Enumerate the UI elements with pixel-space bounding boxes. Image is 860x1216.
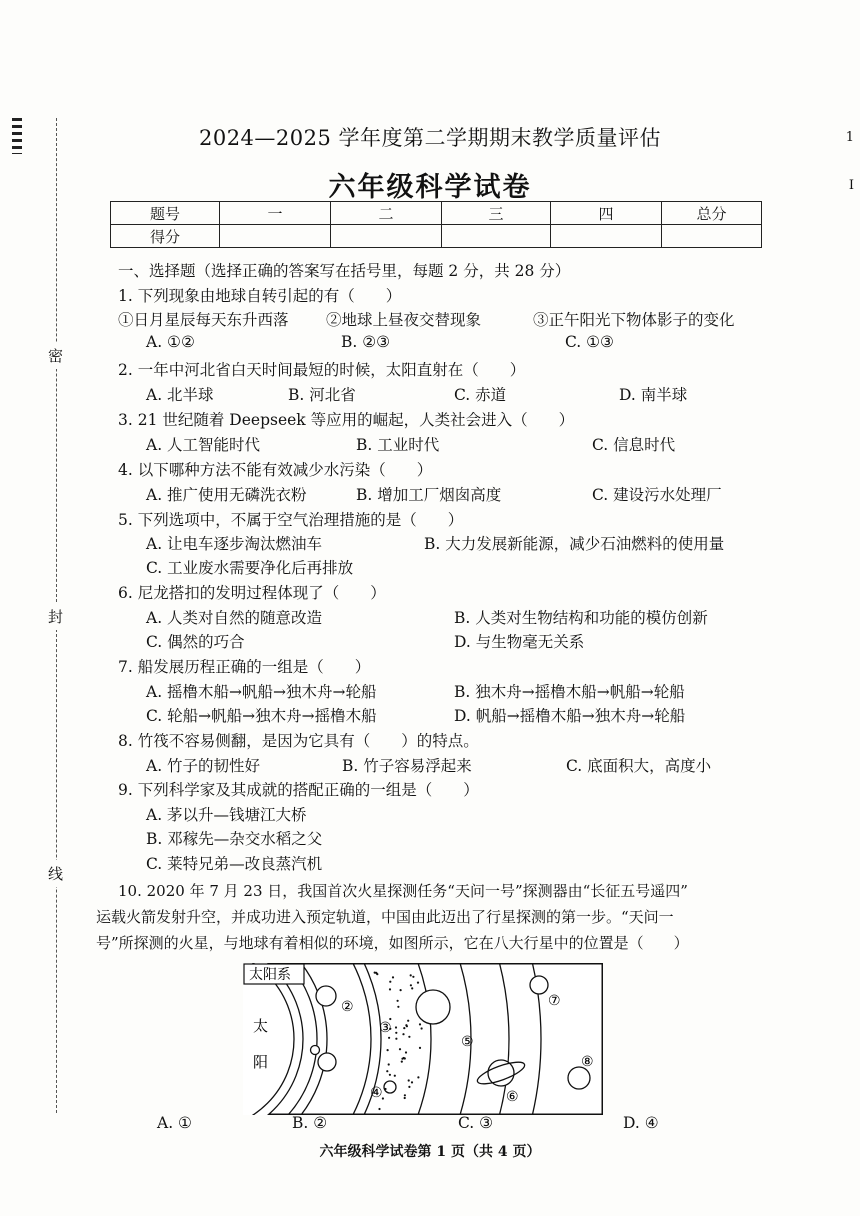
planet-5	[416, 990, 450, 1024]
planet-1	[311, 1046, 320, 1055]
q8-option: A. 竹子的韧性好	[146, 757, 261, 775]
q9-option: B. 邓稼先—杂交水稻之父	[146, 830, 323, 848]
margin-label-xian: 线	[48, 860, 63, 887]
score-table-header-row	[111, 202, 762, 225]
q7-option: C. 轮船→帆船→独木舟→摇橹木船	[146, 707, 377, 725]
planet-label-8: ⑧	[581, 1054, 594, 1070]
exam-title: 2024—2025 学年度第二学期期末教学质量评估	[198, 126, 662, 150]
margin-label-mi: 密	[48, 342, 63, 369]
question-2-stem: 2. 一年中河北省白天时间最短的时候，太阳直射在（ ）	[118, 361, 526, 379]
asteroid-dot	[405, 1051, 407, 1053]
asteroid-dot	[384, 1088, 386, 1090]
question-5-stem: 5. 下列选项中，不属于空气治理措施的是（ ）	[118, 511, 464, 529]
planet-6	[488, 1060, 514, 1086]
asteroid-dot	[412, 976, 414, 978]
q2-option: A. 北半球	[146, 386, 214, 404]
planet-label-7: ⑦	[548, 993, 561, 1009]
asteroid-dot	[411, 1081, 413, 1083]
asteroid-dot	[408, 1079, 410, 1081]
planet-label-6: ⑥	[506, 1089, 519, 1105]
asteroid-dot	[378, 1108, 380, 1110]
planet-label-4: ④	[370, 1085, 383, 1101]
question-1-stem: 1. 下列现象由地球自转引起的有（ ）	[118, 287, 402, 305]
q10-option: A. ①	[157, 1114, 192, 1132]
q1-item: ②地球上昼夜交替现象	[326, 311, 482, 329]
score-cell: 得分	[111, 225, 220, 248]
sun-label: 阳	[253, 1053, 269, 1071]
score-table	[110, 201, 762, 248]
asteroid-dot	[400, 989, 402, 991]
planet-label-3: ③	[379, 1020, 392, 1036]
q6-option: D. 与生物毫无关系	[454, 633, 585, 651]
q7-option: A. 摇橹木船→帆船→独木舟→轮船	[146, 683, 377, 701]
q2-option: D. 南半球	[619, 386, 688, 404]
asteroid-dot	[403, 1027, 405, 1029]
asteroid-dot	[394, 1075, 396, 1077]
question-10-stem: 运载火箭发射升空，并成功进入预定轨道，中国由此迈出了行星探测的第一步。“天问一	[96, 908, 674, 926]
q5-option: A. 让电车逐步淘汰燃油车	[146, 535, 323, 553]
q10-option: D. ④	[623, 1114, 659, 1132]
asteroid-dot	[388, 1063, 390, 1065]
right-edge-mark: I	[848, 178, 854, 193]
score-input-cell[interactable]	[220, 225, 331, 248]
planet-7	[530, 976, 548, 994]
score-cell: 一	[220, 202, 331, 225]
q1-item: ①日月星辰每天东升西落	[118, 311, 289, 329]
asteroid-dot	[399, 1048, 401, 1050]
asteroid-dot	[417, 1076, 419, 1078]
question-6-stem: 6. 尼龙搭扣的发明过程体现了（ ）	[118, 584, 386, 602]
exam-subtitle: 六年级科学试卷	[328, 172, 532, 203]
asteroid-dot	[395, 1032, 397, 1034]
asteroid-dot	[401, 1061, 403, 1063]
asteroid-dot	[392, 976, 394, 978]
score-input-cell[interactable]	[662, 225, 762, 248]
asteroid-dot	[419, 1047, 421, 1049]
asteroid-dot	[389, 988, 391, 990]
q3-option: B. 工业时代	[356, 436, 440, 454]
planet-3	[318, 1053, 336, 1071]
score-input-cell[interactable]	[331, 225, 442, 248]
question-4-stem: 4. 以下哪种方法不能有效减少水污染（ ）	[118, 461, 433, 479]
q5-option: B. 大力发展新能源，减少石油燃料的使用量	[424, 535, 725, 553]
q4-option: C. 建设污水处理厂	[592, 486, 722, 504]
asteroid-dot	[411, 987, 413, 989]
q2-option: C. 赤道	[454, 386, 507, 404]
question-3-stem: 3. 21 世纪随着 Deepseek 等应用的崛起，人类社会进入（ ）	[118, 411, 575, 429]
score-table-score-row	[111, 225, 762, 248]
question-7-stem: 7. 船发展历程正确的一组是（ ）	[118, 658, 371, 676]
asteroid-dot	[389, 981, 391, 983]
asteroid-dot	[397, 1006, 399, 1008]
asteroid-dot	[407, 1020, 409, 1022]
asteroid-dot	[405, 1024, 407, 1026]
asteroid-dot	[421, 1027, 423, 1029]
asteroid-dot	[397, 1000, 399, 1002]
q6-option: A. 人类对自然的随意改造	[146, 609, 323, 627]
q9-option: C. 莱特兄弟—改良蒸汽机	[146, 855, 323, 873]
q3-option: C. 信息时代	[592, 436, 676, 454]
section-heading: 一、选择题（选择正确的答案写在括号里，每题 2 分，共 28 分）	[118, 262, 571, 280]
asteroid-dot	[395, 1038, 397, 1040]
q10-option: C. ③	[458, 1114, 494, 1132]
asteroid-dot	[388, 1037, 390, 1039]
asteroid-dot	[374, 972, 376, 974]
score-cell: 总分	[662, 202, 762, 225]
asteroid-dot	[417, 982, 419, 984]
asteroid-dot	[408, 1086, 410, 1088]
score-cell: 三	[442, 202, 551, 225]
q3-option: A. 人工智能时代	[146, 436, 261, 454]
q6-option: C. 偶然的巧合	[146, 633, 245, 651]
q2-option: B. 河北省	[288, 386, 356, 404]
right-edge-mark: 1	[845, 130, 854, 145]
margin-label-feng: 封	[48, 603, 63, 630]
q8-option: B. 竹子容易浮起来	[342, 757, 472, 775]
planet-label-5: ⑤	[461, 1034, 474, 1050]
asteroid-dot	[395, 1026, 397, 1028]
score-cell: 四	[551, 202, 662, 225]
q4-option: A. 推广使用无磷洗衣粉	[146, 486, 307, 504]
asteroid-dot	[410, 974, 412, 976]
score-input-cell[interactable]	[551, 225, 662, 248]
asteroid-dot	[404, 1097, 406, 1099]
q6-option: B. 人类对生物结构和功能的模仿创新	[454, 609, 708, 627]
planet-8	[568, 1067, 590, 1089]
question-8-stem: 8. 竹筏不容易侧翻，是因为它具有（ ）的特点。	[118, 732, 479, 750]
q7-option: D. 帆船→摇橹木船→独木舟→轮船	[454, 707, 686, 725]
q10-option: B. ②	[292, 1114, 328, 1132]
asteroid-dot	[408, 1036, 410, 1038]
score-cell: 二	[331, 202, 442, 225]
q1-option: C. ①③	[565, 333, 614, 351]
asteroid-dot	[404, 1057, 406, 1059]
question-10-stem: 10. 2020 年 7 月 23 日，我国首次火星探测任务“天问一号”探测器由“长征五号遥四”	[118, 882, 688, 900]
asteroid-dot	[419, 1023, 421, 1025]
planet-4	[384, 1081, 396, 1093]
asteroid-dot	[389, 1074, 391, 1076]
planet-2	[316, 986, 336, 1006]
page-footer: 六年级科学试卷第 1 页（共 4 页）	[319, 1144, 541, 1160]
q1-option: A. ①②	[146, 333, 195, 351]
asteroid-dot	[387, 1049, 389, 1051]
asteroid-dot	[410, 984, 412, 986]
asteroid-dot	[404, 1094, 406, 1096]
planet-label-2: ②	[341, 999, 354, 1015]
solar-system-diagram	[243, 963, 603, 1115]
diagram-title: 太阳系	[249, 967, 291, 983]
sun-label: 太	[253, 1017, 269, 1035]
score-input-cell[interactable]	[442, 225, 551, 248]
q4-option: B. 增加工厂烟囱高度	[356, 486, 502, 504]
score-cell: 题号	[111, 202, 220, 225]
question-10-stem: 号”所探测的火星，与地球有着相似的环境，如图所示，它在八大行星中的位置是（ ）	[96, 934, 689, 952]
q1-option: B. ②③	[341, 333, 391, 351]
asteroid-dot	[402, 1033, 404, 1035]
q8-option: C. 底面积大，高度小	[566, 757, 712, 775]
q7-option: B. 独木舟→摇橹木船→帆船→轮船	[454, 683, 685, 701]
asteroid-dot	[386, 1070, 388, 1072]
q9-option: A. 茅以升—钱塘江大桥	[146, 806, 307, 824]
q5-option: C. 工业废水需要净化后再排放	[146, 559, 354, 577]
q1-item: ③正午阳光下物体影子的变化	[533, 311, 735, 329]
question-9-stem: 9. 下列科学家及其成就的搭配正确的一组是（ ）	[118, 781, 479, 799]
